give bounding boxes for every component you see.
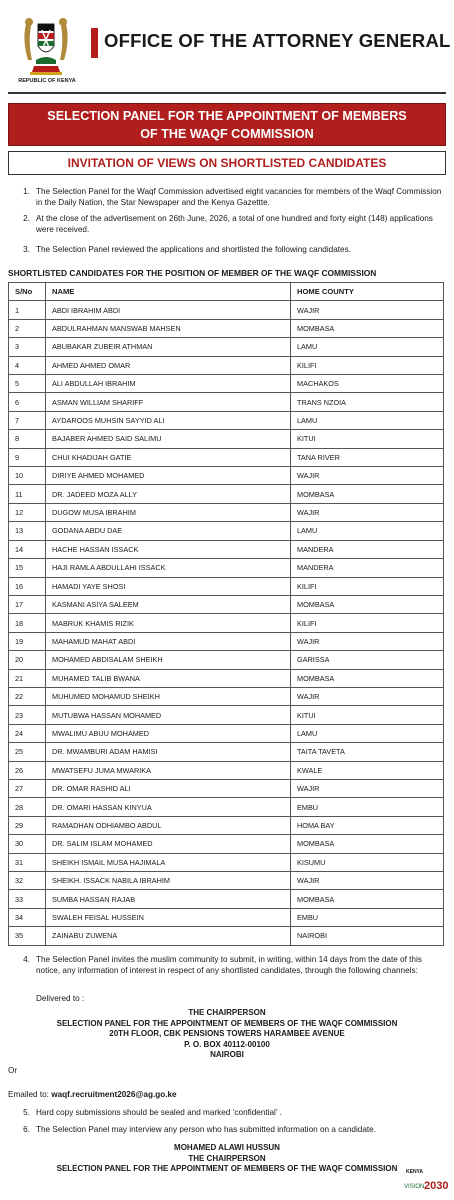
paragraph-number: 2.	[23, 214, 30, 223]
cell-name: ASMAN WILLIAM SHARIFF	[46, 393, 291, 411]
cell-county: WAJIR	[291, 779, 444, 797]
or-text: Or	[8, 1066, 18, 1075]
cell-county: MOMBASA	[291, 890, 444, 908]
cell-sno: 22	[9, 687, 46, 705]
crest-label: REPUBLIC OF KENYA	[18, 78, 76, 84]
cell-county: MOMBASA	[291, 319, 444, 337]
vision-logo-top: KENYA	[406, 1169, 424, 1175]
cell-sno: 27	[9, 779, 46, 797]
table-row	[9, 577, 444, 595]
cell-county: MOMBASA	[291, 835, 444, 853]
cell-name: DUGOW MUSA IBRAHIM	[46, 503, 291, 521]
signature-block	[0, 1143, 454, 1175]
table-row	[9, 853, 444, 871]
paragraph-number: 4.	[23, 955, 30, 964]
table-row	[9, 890, 444, 908]
cell-county: WAJIR	[291, 872, 444, 890]
paragraph-6	[8, 1124, 444, 1135]
cell-sno: 18	[9, 614, 46, 632]
email-label: Emailed to:	[8, 1090, 52, 1099]
paragraph-text: The Selection Panel invites the muslim community to submit, in writing, within 14 days from the date of this notice, any information of interest in respect of any shortlisted candidates, through the following channels:	[36, 955, 422, 975]
cell-sno: 32	[9, 872, 46, 890]
vision-logo-word: VISION	[404, 1184, 425, 1190]
cell-name: GODANA ABDU DAE	[46, 522, 291, 540]
intro-paragraph-3	[8, 244, 444, 255]
cell-sno: 17	[9, 595, 46, 613]
table-row	[9, 798, 444, 816]
cell-name: MWALIMU ABUU MOHAMED	[46, 724, 291, 742]
red-accent-bar	[91, 28, 98, 58]
cell-county: KILIFI	[291, 356, 444, 374]
cell-sno: 19	[9, 632, 46, 650]
table-row	[9, 338, 444, 356]
table-row	[9, 301, 444, 319]
table-row	[9, 540, 444, 558]
cell-county: MANDERA	[291, 540, 444, 558]
cell-name: ABUBAKAR ZUBEIR ATHMAN	[46, 338, 291, 356]
delivered-to-label: Delivered to :	[36, 994, 85, 1003]
cell-sno: 24	[9, 724, 46, 742]
cell-county: WAJIR	[291, 301, 444, 319]
table-row	[9, 687, 444, 705]
cell-sno: 14	[9, 540, 46, 558]
paragraph-5	[8, 1107, 444, 1118]
cell-county: MACHAKOS	[291, 375, 444, 393]
table-row	[9, 448, 444, 466]
table-row	[9, 632, 444, 650]
postal-address	[0, 1008, 454, 1061]
paragraph-text: Hard copy submissions should be sealed and marked ‘confidential’ .	[36, 1108, 282, 1117]
paragraph-text: The Selection Panel for the Waqf Commission advertised eight vacancies for members of the Waqf Commission in the Daily Nation, the Star Newspaper and the Kenya Gazettte.	[36, 187, 442, 207]
cell-name: HAMADI YAYE SHOSI	[46, 577, 291, 595]
cell-sno: 11	[9, 485, 46, 503]
invitation-box	[8, 151, 446, 175]
cell-sno: 15	[9, 559, 46, 577]
table-row	[9, 559, 444, 577]
cell-sno: 2	[9, 319, 46, 337]
header-name: NAME	[46, 283, 291, 301]
cell-name: DR. OMAR RASHID ALI	[46, 779, 291, 797]
cell-sno: 12	[9, 503, 46, 521]
paragraph-text: The Selection Panel may interview any person who has submitted information on a candidate.	[36, 1125, 376, 1134]
header	[8, 0, 451, 92]
cell-county: LAMU	[291, 724, 444, 742]
cell-name: DIRIYE AHMED MOHAMED	[46, 467, 291, 485]
cell-county: KILIFI	[291, 614, 444, 632]
table-header-row	[9, 283, 444, 301]
cell-sno: 6	[9, 393, 46, 411]
cell-sno: 28	[9, 798, 46, 816]
paragraph-number: 1.	[23, 187, 30, 196]
table-row	[9, 743, 444, 761]
table-row	[9, 816, 444, 834]
cell-county: KITUI	[291, 706, 444, 724]
cell-name: RAMADHAN ODHIAMBO ABDUL	[46, 816, 291, 834]
cell-name: SWALEH FEISAL HUSSEIN	[46, 908, 291, 926]
cell-county: KITUI	[291, 430, 444, 448]
table-row	[9, 761, 444, 779]
cell-sno: 34	[9, 908, 46, 926]
table-row	[9, 467, 444, 485]
paragraph-number: 3.	[23, 245, 30, 254]
table-row	[9, 927, 444, 945]
cell-county: MOMBASA	[291, 595, 444, 613]
cell-county: MOMBASA	[291, 669, 444, 687]
cell-name: AYDAROOS MUHSIN SAYYID ALI	[46, 411, 291, 429]
table-row	[9, 835, 444, 853]
cell-name: SUMBA HASSAN RAJAB	[46, 890, 291, 908]
cell-county: KILIFI	[291, 577, 444, 595]
intro-paragraph-1	[8, 186, 444, 208]
intro-paragraph-2	[8, 213, 444, 235]
banner-line-1: SELECTION PANEL FOR THE APPOINTMENT OF MEMBERS	[47, 109, 407, 123]
cell-county: MOMBASA	[291, 485, 444, 503]
paragraph-text: The Selection Panel reviewed the applications and shortlisted the following candidates.	[36, 245, 351, 254]
header-county: HOME COUNTY	[291, 283, 444, 301]
cell-county: GARISSA	[291, 651, 444, 669]
address-line: NAIROBI	[210, 1050, 244, 1059]
cell-sno: 21	[9, 669, 46, 687]
cell-sno: 8	[9, 430, 46, 448]
cell-name: SHEIKH. ISSACK NABILA IBRAHIM	[46, 872, 291, 890]
paragraph-number: 6.	[23, 1125, 30, 1134]
cell-county: KWALE	[291, 761, 444, 779]
table-row	[9, 411, 444, 429]
cell-county: TAITA TAVETA	[291, 743, 444, 761]
table-row	[9, 908, 444, 926]
cell-name: ABDI IBRAHIM ABDI	[46, 301, 291, 319]
cell-sno: 13	[9, 522, 46, 540]
paragraph-4	[8, 954, 444, 976]
table-row	[9, 779, 444, 797]
address-line: SELECTION PANEL FOR THE APPOINTMENT OF MEMBERS OF THE WAQF COMMISSION	[56, 1018, 398, 1028]
cell-county: LAMU	[291, 338, 444, 356]
email-line	[8, 1090, 177, 1099]
table-row	[9, 669, 444, 687]
table-row	[9, 503, 444, 521]
signatory-name: MOHAMED ALAWI HUSSUN	[174, 1143, 280, 1152]
table-row	[9, 356, 444, 374]
cell-county: WAJIR	[291, 632, 444, 650]
cell-sno: 1	[9, 301, 46, 319]
cell-sno: 35	[9, 927, 46, 945]
address-line: THE CHAIRPERSON	[188, 1008, 266, 1017]
cell-sno: 7	[9, 411, 46, 429]
cell-county: NAIROBI	[291, 927, 444, 945]
cell-county: MANDERA	[291, 559, 444, 577]
table-row	[9, 614, 444, 632]
signatory-panel: SELECTION PANEL FOR THE APPOINTMENT OF MEMBERS OF THE WAQF COMMISSION	[56, 1164, 398, 1173]
cell-sno: 31	[9, 853, 46, 871]
panel-banner	[8, 103, 446, 146]
cell-sno: 30	[9, 835, 46, 853]
cell-county: WAJIR	[291, 687, 444, 705]
cell-sno: 29	[9, 816, 46, 834]
cell-name: BAJABER AHMED SAID SALIMU	[46, 430, 291, 448]
cell-sno: 4	[9, 356, 46, 374]
cell-name: SHEIKH ISMAIL MUSA HAJIMALA	[46, 853, 291, 871]
kenya-vision-2030-logo-icon	[402, 1166, 449, 1194]
cell-name: MAHAMUD MAHAT ABDI	[46, 632, 291, 650]
table-row	[9, 393, 444, 411]
paragraph-number: 5.	[23, 1108, 30, 1117]
shortlist-heading: SHORTLISTED CANDIDATES FOR THE POSITION OF MEMBER OF THE WAQF COMMISSION	[8, 268, 377, 278]
cell-sno: 25	[9, 743, 46, 761]
cell-sno: 33	[9, 890, 46, 908]
signatory-title: THE CHAIRPERSON	[188, 1153, 266, 1163]
cell-county: EMBU	[291, 908, 444, 926]
cell-county: LAMU	[291, 411, 444, 429]
table-row	[9, 651, 444, 669]
cell-county: EMBU	[291, 798, 444, 816]
cell-name: DR. MWAMBURI ADAM HAMISI	[46, 743, 291, 761]
table-body	[9, 301, 444, 945]
table-row	[9, 724, 444, 742]
table-row	[9, 485, 444, 503]
cell-sno: 3	[9, 338, 46, 356]
banner-line-2: OF THE WAQF COMMISSION	[140, 127, 314, 141]
table-row	[9, 522, 444, 540]
cell-name: DR. OMARI HASSAN KINYUA	[46, 798, 291, 816]
cell-name: MUHAMED TALIB BWANA	[46, 669, 291, 687]
address-line: 20TH FLOOR, CBK PENSIONS TOWERS HARAMBEE AVENUE	[109, 1029, 345, 1038]
cell-name: DR. JADEED MOZA ALLY	[46, 485, 291, 503]
cell-name: HACHE HASSAN ISSACK	[46, 540, 291, 558]
table-row	[9, 872, 444, 890]
cell-county: LAMU	[291, 522, 444, 540]
cell-sno: 16	[9, 577, 46, 595]
cell-county: WAJIR	[291, 467, 444, 485]
coat-of-arms-icon	[16, 10, 76, 76]
cell-county: WAJIR	[291, 503, 444, 521]
cell-sno: 5	[9, 375, 46, 393]
cell-name: AHMED AHMED OMAR	[46, 356, 291, 374]
cell-sno: 20	[9, 651, 46, 669]
table-row	[9, 706, 444, 724]
cell-name: MWATSEFU JUMA MWARIKA	[46, 761, 291, 779]
cell-name: MOHAMED ABDISALAM SHEIKH	[46, 651, 291, 669]
cell-name: DR. SALIM ISLAM MOHAMED	[46, 835, 291, 853]
email-link[interactable]: waqf.recruitment2026@ag.go.ke	[51, 1090, 177, 1099]
cell-sno: 23	[9, 706, 46, 724]
cell-sno: 10	[9, 467, 46, 485]
vision-logo-year: 2030	[424, 1180, 449, 1192]
table-row	[9, 375, 444, 393]
cell-sno: 9	[9, 448, 46, 466]
invitation-title: INVITATION OF VIEWS ON SHORTLISTED CANDIDATES	[67, 156, 387, 170]
paragraph-text: At the close of the advertisement on 26th June, 2026, a total of one hundred and forty eight (148) applications were received.	[36, 214, 433, 234]
cell-county: KISUMU	[291, 853, 444, 871]
cell-county: TANA RIVER	[291, 448, 444, 466]
address-line: P. O. BOX 40112-00100	[184, 1039, 270, 1049]
table-row	[9, 430, 444, 448]
office-title: OFFICE OF THE ATTORNEY GENERAL	[104, 30, 451, 51]
cell-name: ZAINABU ZUWENA	[46, 927, 291, 945]
cell-name: CHUI KHADIJAH GATIE	[46, 448, 291, 466]
cell-sno: 26	[9, 761, 46, 779]
cell-name: KASMANI ASIYA SALEEM	[46, 595, 291, 613]
cell-name: MABRUK KHAMIS RIZIK	[46, 614, 291, 632]
cell-name: MUTUBWA HASSAN MOHAMED	[46, 706, 291, 724]
table-row	[9, 595, 444, 613]
cell-name: ALI ABDULLAH IBRAHIM	[46, 375, 291, 393]
cell-name: MUHUMED MOHAMUD SHEIKH	[46, 687, 291, 705]
header-divider	[8, 92, 446, 94]
cell-name: HAJI RAMLA ABDULLAHI ISSACK	[46, 559, 291, 577]
header-sno: S/No	[9, 283, 46, 301]
cell-county: TRANS NZOIA	[291, 393, 444, 411]
cell-county: HOMA BAY	[291, 816, 444, 834]
table-row	[9, 319, 444, 337]
candidates-table	[8, 282, 444, 946]
cell-name: ABDULRAHMAN MANSWAB MAHSEN	[46, 319, 291, 337]
